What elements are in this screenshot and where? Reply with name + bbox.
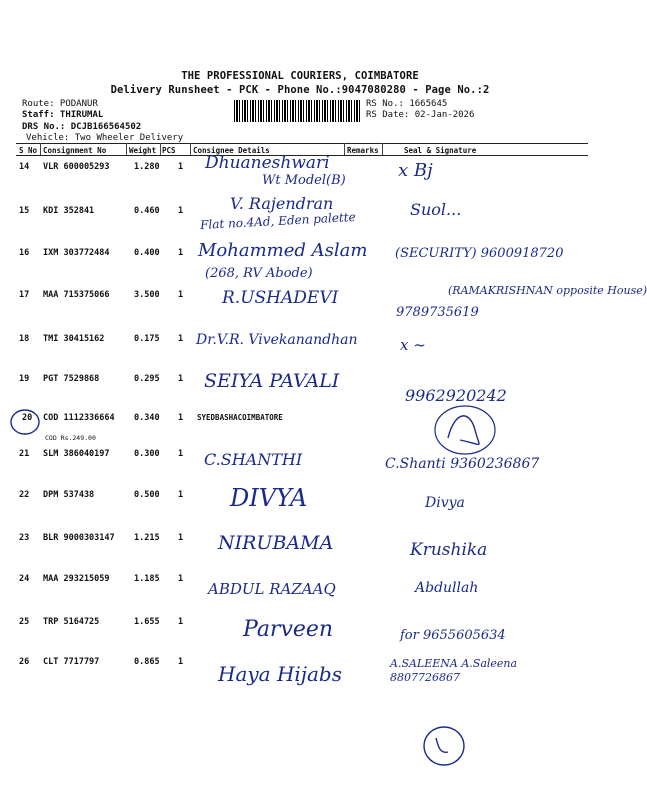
row-sno: 20 [22, 413, 33, 423]
handwritten-name: Haya Hijabs [218, 662, 342, 686]
row-pcs: 1 [178, 574, 184, 584]
col-divider [382, 143, 383, 155]
handwritten-name: Dr.V.R. Vivekanandhan [196, 332, 358, 348]
row-sno: 17 [19, 290, 30, 300]
row-consignment: MAA 715375066 [43, 290, 110, 300]
row-pcs: 1 [178, 248, 184, 258]
signature: x ~ [400, 336, 426, 354]
row-sno: 26 [19, 657, 30, 667]
row-consignment: COD 1112336664 [43, 413, 115, 423]
signature: C.Shanti 9360236867 [385, 456, 540, 472]
row-sno: 22 [19, 490, 30, 500]
row-weight: 0.500 [134, 490, 160, 500]
handwritten-name: Dhuaneshwari [205, 153, 330, 173]
col-divider [40, 143, 41, 155]
row-weight: 0.400 [134, 248, 160, 258]
handwritten-name: Parveen [243, 617, 334, 642]
col-divider [126, 143, 127, 155]
row-weight: 0.175 [134, 334, 160, 344]
row-consignment: IXM 303772484 [43, 248, 110, 258]
row-weight: 3.500 [134, 290, 160, 300]
row-sno: 24 [19, 574, 30, 584]
signature: Abdullah [415, 580, 479, 596]
handwritten-name: Mohammed Aslam [198, 240, 368, 261]
signature: x Bj [398, 160, 433, 181]
stamp-scribble-icon [430, 400, 500, 460]
row-consignment: TRP 5164725 [43, 617, 100, 627]
row-weight: 0.460 [134, 206, 160, 216]
vehicle-label: Vehicle: Two Wheeler Delivery [26, 133, 184, 143]
company-title: THE PROFESSIONAL COURIERS, COIMBATORE [181, 70, 419, 82]
row-consignment: DPM 537438 [43, 490, 95, 500]
row-pcs: 1 [178, 533, 184, 543]
signature: for 9655605634 [400, 628, 506, 643]
staff-label: Staff: THIRUMAL [22, 110, 104, 120]
consignee-printed-name: SYEDBASHACOIMBATORE [197, 413, 283, 422]
row-weight: 0.340 [134, 413, 160, 423]
row-pcs: 1 [178, 449, 184, 459]
row-sno: 14 [19, 162, 30, 172]
col-divider [190, 143, 191, 155]
signature: 9962920242 [405, 386, 507, 405]
handwritten-remark: (268, RV Abode) [205, 266, 313, 281]
row-sno: 18 [19, 334, 30, 344]
row-weight: 1.185 [134, 574, 160, 584]
handwritten-remark: Flat no.4Ad, Eden palette [199, 209, 356, 233]
signature: Suol... [410, 200, 462, 219]
col-consignment: Consignment No [43, 146, 107, 155]
row-sno: 16 [19, 248, 30, 258]
handwritten-remark: (RAMAKRISHNAN opposite House) [448, 284, 647, 297]
row-weight: 0.865 [134, 657, 160, 667]
row-weight: 1.280 [134, 162, 160, 172]
circle-mark-icon [8, 408, 42, 438]
col-sno: S No [19, 146, 38, 155]
row-sno: 19 [19, 374, 30, 384]
runsheet-subtitle: Delivery Runsheet - PCK - Phone No.:9047080280 - Page No.:2 [110, 84, 490, 96]
col-seal: Seal & Signature [404, 146, 477, 155]
signature: A.SALEENA A.Saleena 8807726867 [390, 657, 518, 684]
col-remarks: Remarks [347, 146, 379, 155]
row-sno: 21 [19, 449, 30, 459]
handwritten-name: C.SHANTHI [204, 450, 303, 469]
row-consignment: CLT 7717797 [43, 657, 100, 667]
signature: 9789735619 [396, 305, 479, 320]
handwritten-name: R.USHADEVI [222, 288, 339, 308]
col-divider [160, 143, 161, 155]
circle-mark-icon [420, 722, 470, 770]
row-pcs: 1 [178, 334, 184, 344]
row-pcs: 1 [178, 617, 184, 627]
handwritten-name: NIRUBAMA [218, 532, 334, 554]
row-pcs: 1 [178, 374, 184, 384]
row-sno: 15 [19, 206, 30, 216]
handwritten-name: DIVYA [230, 484, 308, 512]
row-consignment: TMI 30415162 [43, 334, 105, 344]
row-pcs: 1 [178, 162, 184, 172]
row-pcs: 1 [178, 290, 184, 300]
row-consignment: PGT 7529868 [43, 374, 100, 384]
row-pcs: 1 [178, 413, 184, 423]
rs-number: RS No.: 1665645 [366, 99, 448, 109]
col-divider [344, 143, 345, 155]
row-weight: 0.295 [134, 374, 160, 384]
signature: Krushika [410, 540, 488, 560]
handwritten-name: V. Rajendran [230, 194, 334, 213]
col-weight: Weight [129, 146, 157, 155]
barcode-icon [234, 100, 362, 122]
route-label: Route: PODANUR [22, 99, 98, 109]
cod-amount: COD Rs.249.00 [45, 434, 96, 442]
col-details: Consignee Details [193, 146, 270, 155]
col-pcs: PCS [162, 146, 176, 155]
handwritten-name: ABDUL RAZAAQ [208, 580, 336, 598]
row-weight: 1.215 [134, 533, 160, 543]
row-consignment: BLR 9000303147 [43, 533, 115, 543]
row-consignment: SLM 386040197 [43, 449, 110, 459]
row-pcs: 1 [178, 490, 184, 500]
rs-date: RS Date: 02-Jan-2026 [366, 110, 475, 120]
signature: (SECURITY) 9600918720 [395, 246, 564, 261]
row-sno: 25 [19, 617, 30, 627]
row-sno: 23 [19, 533, 30, 543]
handwritten-remark: Wt Model(B) [262, 173, 346, 188]
row-pcs: 1 [178, 657, 184, 667]
handwritten-name: SEIYA PAVALI [204, 370, 340, 392]
signature: Divya [425, 495, 465, 511]
row-weight: 0.300 [134, 449, 160, 459]
header-top-rule [16, 143, 588, 144]
row-weight: 1.655 [134, 617, 160, 627]
drs-number: DRS No.: DCJB166564502 [22, 122, 142, 132]
row-consignment: KDI 352841 [43, 206, 95, 216]
row-pcs: 1 [178, 206, 184, 216]
row-consignment: VLR 600005293 [43, 162, 110, 172]
row-consignment: MAA 293215059 [43, 574, 110, 584]
